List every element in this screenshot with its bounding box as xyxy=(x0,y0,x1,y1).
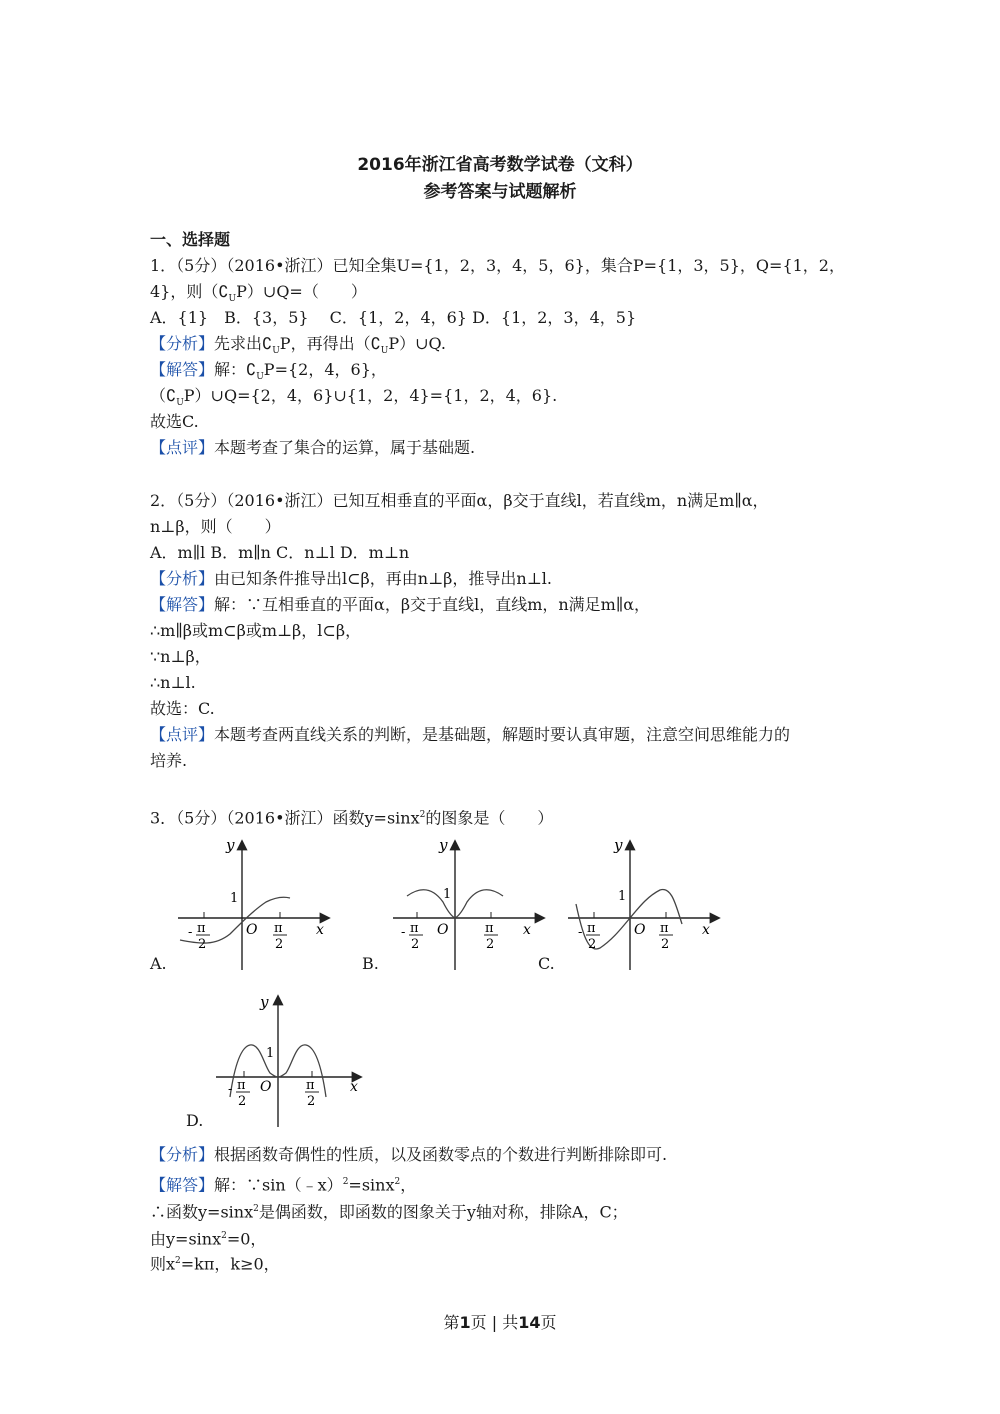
tick-two: 2 xyxy=(275,937,284,952)
x-axis-label: x xyxy=(350,1079,358,1095)
analysis-tag: 【分析】 xyxy=(150,1145,215,1164)
q3-solution-line4: 则$x^2=k\pi$，k≥0， xyxy=(150,1254,280,1274)
q1-stem-line1: 1．（5分）（2016•浙江）已知全集U={1，2，3，4，5，6}，集合P={1，3，5}，Q={1，2， xyxy=(150,256,845,275)
analysis-tag: 【分析】 xyxy=(150,334,215,353)
origin-label: O xyxy=(246,922,258,938)
q2-stem-line1: 2．（5分）（2016•浙江）已知互相垂直的平面α，β交于直线l，若直线m，n满足m∥α， xyxy=(150,491,769,510)
q2-choice: 故选：C. xyxy=(150,699,215,718)
analysis-tag: 【分析】 xyxy=(150,569,215,588)
tick-two: 2 xyxy=(588,937,597,952)
q3-solution-line3: 由y=sinx$^2$=0， xyxy=(150,1229,267,1249)
x-axis-label: x xyxy=(316,922,324,938)
q2-options: A．m∥l B．m∥n C．n⊥l D．m⊥n xyxy=(150,543,410,562)
y-axis-label: y xyxy=(614,836,623,854)
option-a-label: A. xyxy=(150,954,167,973)
solution-tag: 【解答】 xyxy=(150,1175,215,1195)
tick-two: 2 xyxy=(238,1094,247,1109)
tick-pi: π xyxy=(587,921,596,936)
q2-solution-line4: ∴n⊥l. xyxy=(150,673,196,692)
q1-stem-line2: 4}，则$(∁_UP)\cup Q=$（ ） xyxy=(150,282,367,305)
comment-tag: 【点评】 xyxy=(150,438,215,457)
tick-pi: π xyxy=(306,1078,315,1093)
q3-analysis: 【分析】根据函数奇偶性的性质，以及函数零点的个数进行判断排除即可. xyxy=(150,1145,668,1164)
tick-two: 2 xyxy=(486,937,495,952)
option-d-label: D. xyxy=(186,1111,204,1130)
option-b-label: B. xyxy=(362,954,379,973)
origin-label: O xyxy=(437,922,449,938)
tick-two: 2 xyxy=(307,1094,316,1109)
page-title: 2016年浙江省高考数学试卷（文科） xyxy=(357,155,643,175)
solution-tag: 【解答】 xyxy=(150,360,215,379)
tick-one: 1 xyxy=(618,889,627,904)
minus-sign: - xyxy=(401,925,406,940)
q3-solution-line1: 【解答】解：∵sin（﹣x）$^2$=sinx$^2$， xyxy=(150,1175,417,1195)
q1-solution-line1: 【解答】解：$∁_UP=\{2$，4，6}， xyxy=(150,360,387,383)
origin-label: O xyxy=(634,922,646,938)
q3-stem: 3．（5分）（2016•浙江）函数y=sinx$^2$的图象是（ ） xyxy=(150,808,554,828)
page-subtitle: 参考答案与试题解析 xyxy=(423,182,577,202)
y-axis-label: y xyxy=(260,993,269,1011)
graph-option-a xyxy=(170,832,340,972)
q2-stem-line2: n⊥β，则（ ） xyxy=(150,517,281,536)
q3-solution-line2: ∴函数y=sinx$^2$是偶函数，即函数的图象关于y轴对称，排除A，C； xyxy=(150,1202,628,1222)
minus-sign: - xyxy=(228,1082,233,1097)
y-axis-label: y xyxy=(226,836,235,854)
solution-tag: 【解答】 xyxy=(150,595,215,614)
origin-label: O xyxy=(260,1079,272,1095)
section-heading: 一、选择题 xyxy=(150,230,231,249)
q1-comment: 【点评】本题考查了集合的运算，属于基础题. xyxy=(150,438,476,457)
tick-two: 2 xyxy=(198,937,207,952)
minus-sign: - xyxy=(188,925,193,940)
tick-one: 1 xyxy=(443,887,452,902)
option-c-label: C. xyxy=(538,954,555,973)
tick-two: 2 xyxy=(661,937,670,952)
q2-analysis: 【分析】由已知条件推导出l⊂β，再由n⊥β，推导出n⊥l. xyxy=(150,569,552,588)
comment-tag: 【点评】 xyxy=(150,725,215,744)
tick-pi: π xyxy=(197,921,206,936)
x-axis-label: x xyxy=(702,922,710,938)
q1-options: A．{1} B．{3，5} C．{1，2，4，6} D．{1，2，3，4，5} xyxy=(150,308,637,327)
page-total: 14 xyxy=(518,1313,541,1332)
graph-option-d xyxy=(208,985,378,1130)
tick-pi: π xyxy=(485,921,494,936)
tick-pi: π xyxy=(660,921,669,936)
q2-comment-line1: 【点评】本题考查两直线关系的判断，是基础题，解题时要认真审题，注意空间思维能力的 xyxy=(150,725,791,744)
x-axis-label: x xyxy=(523,922,531,938)
q2-solution-line3: ∵n⊥β， xyxy=(150,647,211,666)
y-axis-label: y xyxy=(439,836,448,854)
q2-solution-line2: ∴m∥β或m⊂β或m⊥β，l⊂β， xyxy=(150,621,362,640)
graph-option-c xyxy=(560,832,730,972)
q1-solution-line2: $(∁_UP)\cup Q=\{2$，4，6}∪{1，2，4}={1，2，4，6}. xyxy=(150,386,558,409)
q1-choice: 故选C. xyxy=(150,412,199,431)
page-footer: 第1页 | 共14页 xyxy=(443,1313,557,1332)
tick-pi: π xyxy=(274,921,283,936)
tick-pi: π xyxy=(237,1078,246,1093)
tick-two: 2 xyxy=(411,937,420,952)
tick-one: 1 xyxy=(230,891,239,906)
minus-sign: - xyxy=(578,925,583,940)
q2-solution-line1: 【解答】解：∵互相垂直的平面α，β交于直线l，直线m，n满足m∥α， xyxy=(150,595,651,614)
q2-comment-line2: 培养. xyxy=(150,751,188,770)
q1-analysis: 【分析】先求出$∁_UP$，再得出$(∁_UP)\cup Q$. xyxy=(150,334,446,357)
tick-one: 1 xyxy=(266,1046,275,1061)
page-number: 1 xyxy=(459,1313,471,1332)
graph-option-b xyxy=(385,832,555,972)
tick-pi: π xyxy=(410,921,419,936)
